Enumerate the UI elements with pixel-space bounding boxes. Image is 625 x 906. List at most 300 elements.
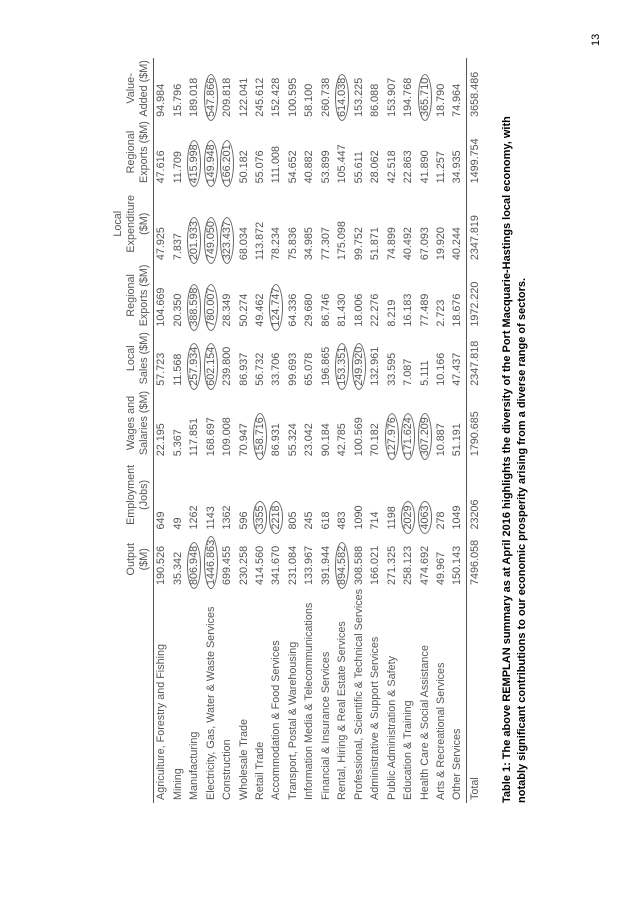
table-cell — [351, 262, 367, 329]
table-cell — [384, 58, 400, 119]
table-cell — [400, 262, 416, 329]
cell-value: 77.307 — [319, 227, 332, 261]
table-cell — [335, 58, 351, 119]
cell-value: 168.697 — [204, 417, 217, 457]
table-cell — [302, 532, 318, 587]
cell-value: 47.437 — [451, 352, 464, 386]
cell-value: 49 — [171, 517, 184, 530]
cell-value: 23.042 — [303, 423, 316, 457]
table-cell — [170, 262, 186, 329]
circled-value: 166.201 — [220, 140, 234, 187]
cell-value: 51.191 — [451, 423, 464, 457]
table-cell — [302, 185, 318, 262]
table-cell — [433, 58, 449, 119]
table-cell — [236, 185, 252, 262]
table-row — [351, 58, 367, 803]
table-cell — [450, 532, 467, 587]
table-cell — [153, 329, 170, 388]
table-cell — [400, 388, 416, 458]
circled-value: 806.948 — [187, 542, 201, 589]
circled-value: 547.866 — [204, 74, 218, 121]
table-row — [302, 58, 318, 803]
cell-value: 19.920 — [434, 227, 447, 261]
cell-value: 33.706 — [270, 352, 283, 386]
table-cell — [450, 329, 467, 388]
circled-value: 749.050 — [204, 217, 218, 264]
table-cell — [433, 329, 449, 388]
cell-value: 258.123 — [402, 545, 415, 585]
cell-value: 68.034 — [237, 227, 250, 261]
table-cell — [203, 185, 219, 262]
total-cell: 3658.486 — [467, 58, 484, 119]
table-cell — [219, 185, 235, 262]
table-cell — [285, 532, 301, 587]
cell-value: 5.111 — [418, 360, 431, 386]
table-body — [153, 58, 484, 803]
cell-value: 104.669 — [155, 287, 168, 327]
circled-value: 780.007 — [204, 284, 218, 331]
cell-value: 231.084 — [286, 545, 299, 585]
table-cell — [400, 58, 416, 119]
cell-value: 58.100 — [303, 83, 316, 117]
cell-value: 18.006 — [352, 293, 365, 327]
cell-value: 113.872 — [254, 221, 266, 261]
cell-value: 1143 — [204, 506, 217, 530]
table-cell — [450, 388, 467, 458]
cell-value: 99.752 — [352, 227, 365, 261]
table-cell — [450, 185, 467, 262]
table-cell — [285, 388, 301, 458]
table-cell — [153, 532, 170, 587]
circled-value: 602.154 — [204, 343, 218, 390]
cell-value: 55.324 — [286, 423, 299, 457]
cell-value: 618 — [319, 511, 332, 530]
table-cell — [351, 388, 367, 458]
table-cell — [236, 532, 252, 587]
row-label: Agriculture, Forestry and Fishing — [155, 643, 168, 800]
table-cell — [269, 119, 285, 186]
cell-value: 33.595 — [385, 352, 398, 386]
cell-value: 474.692 — [418, 545, 431, 585]
cell-value: 49.967 — [434, 551, 447, 585]
table-cell — [285, 185, 301, 262]
table-cell — [367, 185, 383, 262]
total-cell: 2347.819 — [467, 185, 484, 262]
cell-value: 70.182 — [369, 423, 382, 457]
table-row — [417, 58, 433, 803]
row-label: Financial & Insurance Services — [319, 651, 332, 800]
cell-value: 260.738 — [319, 77, 332, 117]
table-cell — [400, 532, 416, 587]
table-cell — [450, 58, 467, 119]
table-cell — [384, 185, 400, 262]
cell-value: 117.851 — [188, 418, 201, 457]
cell-value: 67.093 — [418, 227, 431, 261]
row-label: Rental, Hiring & Real Estate Services — [336, 621, 349, 800]
table-cell — [219, 262, 235, 329]
table-cell — [318, 388, 334, 458]
table-cell — [400, 119, 416, 186]
cell-value: 18.676 — [451, 293, 464, 327]
table-cell — [186, 119, 202, 186]
table-cell — [269, 532, 285, 587]
cell-value: 308.588 — [352, 545, 365, 585]
cell-value: 86.746 — [319, 293, 332, 327]
cell-value: 1090 — [352, 505, 365, 530]
table-cell — [384, 388, 400, 458]
cell-value: 190.526 — [155, 545, 168, 585]
table-cell — [367, 388, 383, 458]
cell-value: 245.612 — [254, 77, 266, 117]
cell-value: 100.569 — [352, 417, 365, 457]
table-cell — [203, 119, 219, 186]
cell-value: 7.837 — [171, 233, 184, 261]
table-cell — [335, 185, 351, 262]
table-cell — [219, 119, 235, 186]
table-cell — [302, 329, 318, 388]
table-cell — [236, 388, 252, 458]
cell-value: 278 — [434, 511, 447, 530]
table-cell — [335, 532, 351, 587]
table-cell — [285, 262, 301, 329]
table-cell — [285, 458, 301, 531]
total-cell: 7496.058 — [467, 532, 484, 587]
table-cell — [302, 262, 318, 329]
table-cell — [318, 185, 334, 262]
table-cell — [186, 262, 202, 329]
table-cell — [417, 532, 433, 587]
cell-value: 22.863 — [402, 150, 415, 184]
circled-value: 4063 — [418, 501, 432, 533]
cell-value: 54.652 — [286, 150, 299, 184]
cell-value: 86.931 — [270, 423, 283, 457]
header-col-5: Regional Exports ($M) — [103, 262, 153, 329]
cell-value: 77.489 — [418, 293, 431, 327]
cell-value: 194.768 — [402, 77, 415, 117]
table-cell — [153, 58, 170, 119]
cell-value: 105.447 — [336, 144, 349, 184]
table-cell — [170, 532, 186, 587]
cell-value: 55.611 — [352, 151, 365, 184]
circled-value: 249.920 — [352, 343, 366, 390]
cell-value: 1262 — [188, 505, 201, 530]
remplan-table-container — [103, 58, 484, 803]
table-cell — [367, 119, 383, 186]
cell-value: 189.018 — [188, 77, 201, 117]
header-col-1: Output ($M) — [103, 532, 153, 587]
cell-value: 81.430 — [336, 293, 349, 327]
cell-value: 10.166 — [434, 352, 447, 386]
row-label: Other Services — [451, 728, 464, 800]
cell-value: 15.796 — [171, 83, 184, 117]
table-cell — [186, 458, 202, 531]
row-label: Mining — [171, 768, 184, 800]
circled-value: 153.351 — [335, 343, 349, 390]
table-cell — [384, 532, 400, 587]
table-cell — [236, 58, 252, 119]
table-row — [170, 58, 186, 803]
circled-value: 614.038 — [335, 74, 349, 121]
cell-value: 483 — [336, 511, 349, 530]
table-cell — [219, 329, 235, 388]
table-cell — [285, 119, 301, 186]
table-cell — [252, 119, 268, 186]
cell-value: 11.568 — [171, 353, 184, 386]
cell-value: 166.021 — [369, 545, 382, 585]
table-row — [186, 58, 202, 803]
table-cell — [433, 532, 449, 587]
cell-value: 56.732 — [254, 352, 266, 386]
table-cell — [269, 58, 285, 119]
cell-value: 596 — [237, 511, 250, 530]
table-cell — [170, 185, 186, 262]
table-row — [203, 58, 219, 803]
table-cell — [186, 58, 202, 119]
table-cell — [351, 458, 367, 531]
table-cell — [153, 262, 170, 329]
table-cell — [351, 329, 367, 388]
table-cell — [170, 119, 186, 186]
table-row — [236, 58, 252, 803]
cell-value: 74.964 — [451, 83, 464, 117]
circled-value: 323.437 — [220, 217, 234, 264]
cell-value: 78.234 — [270, 227, 283, 261]
circled-value: 388.598 — [187, 284, 201, 331]
header-col-6: Local Expenditure ($M) — [103, 185, 153, 262]
cell-value: 51.871 — [369, 227, 382, 261]
table-cell — [318, 58, 334, 119]
cell-value: 99.693 — [286, 352, 299, 386]
table-cell — [252, 532, 268, 587]
circled-value: 127.976 — [385, 413, 399, 460]
circled-value: 307.209 — [418, 413, 432, 460]
cell-value: 65.078 — [303, 352, 316, 386]
row-label: Information Media & Telecommunications — [303, 602, 316, 800]
table-cell — [384, 262, 400, 329]
table-cell — [433, 388, 449, 458]
table-cell — [203, 329, 219, 388]
table-cell — [351, 532, 367, 587]
table-cell — [417, 185, 433, 262]
row-label: Electricity, Gas, Water & Waste Services — [204, 606, 217, 800]
table-cell — [252, 58, 268, 119]
row-label: Construction — [221, 739, 234, 800]
cell-value: 100.595 — [286, 77, 299, 117]
total-cell: 23206 — [467, 458, 484, 531]
table-cell — [203, 262, 219, 329]
circled-value: 124.747 — [269, 284, 283, 331]
table-cell — [351, 185, 367, 262]
cell-value: 109.008 — [221, 417, 234, 457]
table-cell — [170, 329, 186, 388]
table-cell — [269, 388, 285, 458]
cell-value: 49.462 — [254, 293, 266, 327]
cell-value: 18.790 — [434, 83, 447, 117]
cell-value: 35.342 — [171, 551, 184, 585]
table-cell — [269, 262, 285, 329]
cell-value: 22.276 — [369, 293, 382, 327]
header-sector — [103, 587, 153, 803]
cell-value: 86.088 — [369, 83, 382, 117]
table-cell — [153, 185, 170, 262]
cell-value: 22.195 — [155, 423, 168, 457]
table-cell — [252, 388, 268, 458]
cell-value: 20.350 — [171, 293, 184, 327]
table-cell — [153, 458, 170, 531]
circled-value: 149.948 — [204, 140, 218, 187]
circled-value: 3355 — [253, 501, 267, 533]
cell-value: 1362 — [221, 505, 234, 530]
table-cell — [433, 185, 449, 262]
table-cell — [318, 119, 334, 186]
table-cell — [417, 388, 433, 458]
total-cell: 1790.685 — [467, 388, 484, 458]
total-cell: 2347.818 — [467, 329, 484, 388]
cell-value: 70.947 — [237, 423, 250, 457]
table-cell — [367, 58, 383, 119]
circled-value: 2029 — [401, 501, 415, 533]
table-cell — [351, 119, 367, 186]
header-col-8: Value-Added ($M) — [103, 58, 153, 119]
table-cell — [417, 58, 433, 119]
table-cell — [384, 119, 400, 186]
table-header-row — [103, 58, 153, 803]
cell-value: 175.098 — [336, 221, 349, 261]
circled-value: 365.710 — [418, 74, 432, 121]
cell-value: 341.670 — [270, 545, 283, 585]
table-row — [153, 58, 170, 803]
table-row — [400, 58, 416, 803]
table-cell — [417, 329, 433, 388]
table-cell — [318, 532, 334, 587]
table-cell — [186, 185, 202, 262]
table-cell — [153, 119, 170, 186]
row-label: Public Administration & Safety — [385, 655, 398, 800]
cell-value: 699.455 — [221, 545, 234, 585]
table-cell — [186, 388, 202, 458]
table-cell — [269, 458, 285, 531]
cell-value: 150.143 — [451, 545, 464, 585]
row-label: Health Care & Social Assistance — [418, 645, 431, 800]
cell-value: 29.680 — [303, 293, 316, 327]
cell-value: 28.062 — [369, 150, 382, 184]
cell-value: 28.349 — [221, 293, 234, 327]
cell-value: 75.836 — [286, 227, 299, 261]
table-cell — [219, 532, 235, 587]
cell-value: 10.887 — [434, 423, 447, 457]
cell-value: 57.723 — [155, 352, 168, 386]
table-cell — [433, 262, 449, 329]
cell-value: 132.961 — [369, 346, 382, 386]
cell-value: 111.008 — [270, 145, 283, 184]
table-cell — [335, 388, 351, 458]
cell-value: 50.274 — [237, 293, 250, 327]
table-cell — [203, 532, 219, 587]
table-cell — [219, 58, 235, 119]
row-label: Wholesale Trade — [237, 718, 250, 800]
cell-value: 42.785 — [336, 423, 349, 457]
row-label: Education & Training — [402, 700, 415, 800]
cell-value: 55.076 — [254, 150, 266, 184]
table-cell — [318, 329, 334, 388]
table-cell — [285, 329, 301, 388]
table-cell — [400, 185, 416, 262]
cell-value: 5.367 — [171, 429, 184, 457]
total-cell: 1499.754 — [467, 119, 484, 186]
table-cell — [433, 458, 449, 531]
cell-value: 230.258 — [237, 545, 250, 585]
header-col-3: Wages and Salaries ($M) — [103, 388, 153, 458]
table-cell — [302, 58, 318, 119]
table-cell — [252, 262, 268, 329]
table-cell — [335, 329, 351, 388]
cell-value: 94.984 — [155, 83, 168, 117]
cell-value: 40.492 — [402, 227, 415, 261]
cell-value: 50.182 — [237, 150, 250, 184]
cell-value: 47.616 — [155, 150, 168, 184]
table-cell — [236, 458, 252, 531]
table-cell — [335, 119, 351, 186]
table-cell — [203, 458, 219, 531]
table-cell — [335, 262, 351, 329]
page-number: 13 — [590, 33, 602, 46]
total-cell: 1972.220 — [467, 262, 484, 329]
cell-value: 649 — [155, 511, 168, 530]
table-row — [219, 58, 235, 803]
cell-value: 41.890 — [418, 150, 431, 184]
cell-value: 64.336 — [286, 293, 299, 327]
table-cell — [417, 262, 433, 329]
table-cell — [252, 329, 268, 388]
table-cell — [252, 458, 268, 531]
cell-value: 153.907 — [385, 77, 398, 117]
table-row — [367, 58, 383, 803]
header-col-4: Local Sales ($M) — [103, 329, 153, 388]
table-row — [335, 58, 351, 803]
cell-value: 414.560 — [254, 545, 266, 585]
circled-value: 158.716 — [253, 413, 267, 460]
cell-value: 40.244 — [451, 227, 464, 261]
table-cell — [318, 458, 334, 531]
table-row — [318, 58, 334, 803]
table-cell — [450, 119, 467, 186]
table-cell — [236, 119, 252, 186]
circled-value: 2218 — [269, 501, 283, 533]
table-cell — [400, 329, 416, 388]
cell-value: 805 — [286, 511, 299, 530]
table-cell — [153, 388, 170, 458]
total-label: Total — [467, 587, 484, 803]
table-cell — [269, 185, 285, 262]
cell-value: 122.041 — [237, 77, 250, 117]
cell-value: 245 — [303, 511, 316, 530]
cell-value: 86.937 — [237, 352, 250, 386]
circled-value: 1446.863 — [204, 536, 218, 589]
cell-value: 11.709 — [171, 151, 184, 184]
cell-value: 40.882 — [303, 150, 316, 184]
cell-value: 1198 — [385, 506, 398, 530]
table-cell — [433, 119, 449, 186]
table-cell — [285, 58, 301, 119]
cell-value: 152.428 — [270, 77, 283, 117]
circled-value: 415.998 — [187, 140, 201, 187]
table-cell — [203, 388, 219, 458]
circled-value: 257.934 — [187, 343, 201, 390]
table-cell — [302, 388, 318, 458]
cell-value: 90.184 — [319, 423, 332, 457]
cell-value: 133.967 — [303, 545, 316, 585]
table-cell — [302, 458, 318, 531]
